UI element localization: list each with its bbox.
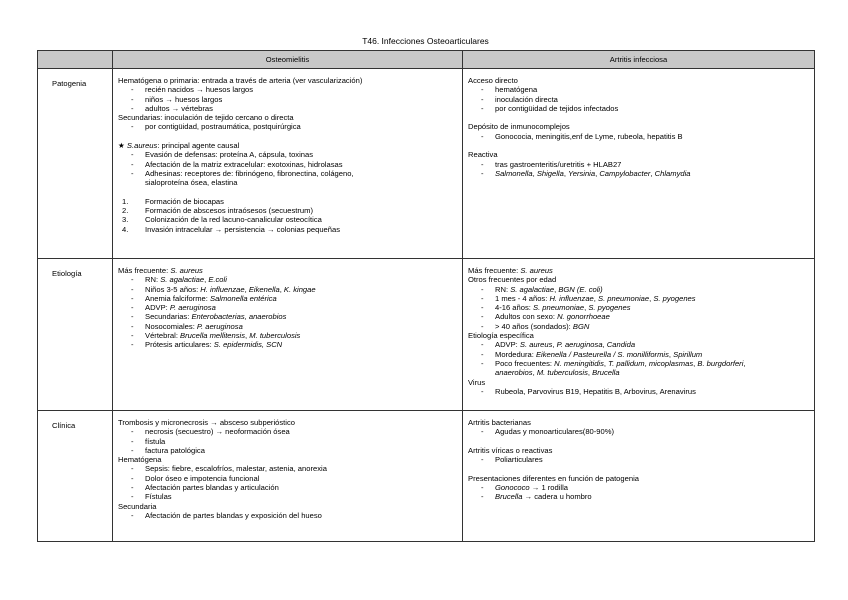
list-item xyxy=(468,350,810,359)
text: Más frecuente: xyxy=(118,266,171,275)
text: , xyxy=(584,303,589,313)
italic-text: Brucella xyxy=(495,492,523,502)
section-heading xyxy=(118,113,458,122)
header-osteomielitis: Osteomielitis xyxy=(113,51,463,69)
text: → 1 rodilla xyxy=(529,483,569,493)
text: Vértebral: xyxy=(145,331,181,341)
list-item xyxy=(468,483,810,492)
italic-text: S. agalactiae xyxy=(510,284,555,294)
italic-text: H. influenzae xyxy=(549,293,594,303)
text: por contigüidad, postraumática, postquirúrgica xyxy=(145,122,301,132)
list-item xyxy=(118,312,458,321)
text: Secundaria xyxy=(118,501,157,511)
text: Secundarias: xyxy=(145,312,192,322)
list-item xyxy=(118,474,458,483)
text: Invasión intracelular → persistencia → colonias pequeñas xyxy=(145,224,341,234)
section-heading xyxy=(468,122,810,131)
text: , xyxy=(602,340,607,350)
text: , xyxy=(532,168,537,178)
row-label: Clínica xyxy=(38,411,113,542)
row-label: Etiología xyxy=(38,259,113,411)
list-item xyxy=(118,104,458,113)
section-heading xyxy=(468,474,810,483)
italic-text: B. burgdorferi xyxy=(697,358,744,368)
list-item xyxy=(118,150,458,159)
list-item xyxy=(118,464,458,473)
section-heading xyxy=(118,418,458,427)
italic-text: Yersinia xyxy=(568,168,596,178)
text: Afectación partes blandas y articulación xyxy=(145,483,279,493)
text: , xyxy=(668,349,674,359)
text: Trombosis y micronecrosis → absceso subperióstico xyxy=(118,418,295,427)
text: por contigüidad de tejidos infectados xyxy=(495,103,619,113)
list-item xyxy=(118,483,458,492)
list-item xyxy=(468,303,810,312)
text: , xyxy=(279,284,284,294)
section-heading xyxy=(118,76,458,85)
artritis-cell xyxy=(463,411,815,542)
italic-text: E.coli xyxy=(208,275,227,285)
infections-table xyxy=(37,50,815,542)
section-heading xyxy=(468,331,810,340)
text: Poliarticulares xyxy=(495,455,543,465)
text: tras gastroenteritis/uretritis + HLAB27 xyxy=(495,159,622,169)
section-heading xyxy=(468,446,810,455)
table-row-etiología xyxy=(38,259,815,411)
list-item xyxy=(468,312,810,321)
text: , xyxy=(554,284,559,294)
table-row-clínica xyxy=(38,411,815,542)
text: : principal agente causal xyxy=(157,141,240,151)
list-item xyxy=(468,95,810,104)
list-item xyxy=(468,492,810,501)
list-item xyxy=(118,178,458,187)
list-item xyxy=(118,492,458,501)
italic-text: M. tuberculosis xyxy=(249,331,301,341)
italic-text: Eikenella / Pasteurella / S. monilliformis xyxy=(535,349,669,359)
list-item xyxy=(118,225,458,234)
list-item xyxy=(118,160,458,169)
text: Otros frecuentes por edad xyxy=(468,275,557,285)
italic-text: Salmonella xyxy=(495,168,533,178)
italic-text: Spirillum xyxy=(673,349,703,359)
italic-text: S. epidermidis, SCN xyxy=(213,340,283,350)
spacer xyxy=(468,113,810,122)
text: fístula xyxy=(145,436,166,446)
list-item xyxy=(118,215,458,224)
text: Poco frecuentes: xyxy=(495,358,555,368)
text: Hematógena xyxy=(118,455,162,465)
text: Evasión de defensas: proteína A, cápsula, toxinas xyxy=(145,150,314,160)
italic-text: P. aeruginosa xyxy=(556,340,603,350)
text: Artritis víricas o reactivas xyxy=(468,445,553,455)
list-item xyxy=(118,95,458,104)
text: ADVP: xyxy=(495,340,520,350)
text: Hematógena o primaria: entrada a través de arteria (ver vascularización) xyxy=(118,76,363,85)
text: 1 mes - 4 años: xyxy=(495,293,550,303)
italic-text: S. aureus xyxy=(170,266,203,275)
italic-text: N. gonorrhoeae xyxy=(557,312,610,322)
text: Fístulas xyxy=(145,492,172,502)
text: Adultos con sexo: xyxy=(495,312,558,322)
item-number: 3. xyxy=(122,215,129,225)
text: , xyxy=(532,368,537,378)
text: Colonización de la red lacuno-canalicular osteocítica xyxy=(145,215,322,225)
spacer xyxy=(118,132,458,141)
text: hematógena xyxy=(495,85,538,95)
text: , xyxy=(603,358,609,368)
italic-text: K. kingae xyxy=(283,284,316,294)
text: factura patológica xyxy=(145,445,205,455)
text: RN: xyxy=(495,284,511,294)
italic-text: S. pneumoniae xyxy=(598,293,650,303)
text: ★ xyxy=(118,141,127,151)
list-item xyxy=(468,427,810,436)
italic-text: M. tuberculosis xyxy=(536,368,588,378)
header-blank xyxy=(38,51,113,69)
item-number: 1. xyxy=(122,196,129,206)
text: Sepsis: fiebre, escalofríos, malestar, astenia, anorexia xyxy=(145,464,327,474)
section-heading xyxy=(468,275,810,284)
row-label: Patogenia xyxy=(38,69,113,259)
section-heading xyxy=(468,150,810,159)
section-heading xyxy=(468,418,810,427)
list-item xyxy=(468,340,810,349)
osteo-cell xyxy=(113,69,463,259)
list-item xyxy=(468,294,810,303)
text: Acceso directo xyxy=(468,76,518,85)
text: , xyxy=(644,358,649,368)
text: Nosocomiales: xyxy=(145,321,197,331)
spacer xyxy=(468,437,810,446)
text: , xyxy=(649,293,654,303)
text: Presentaciones diferentes en función de patogenia xyxy=(468,473,639,483)
list-item xyxy=(118,206,458,215)
list-item xyxy=(118,437,458,446)
italic-text: BGN xyxy=(572,321,590,331)
text: Niños 3-5 años: xyxy=(145,284,201,294)
text: RN: xyxy=(145,275,161,285)
italic-text: BGN (E. coli) xyxy=(558,284,603,294)
list-item xyxy=(118,322,458,331)
osteo-cell xyxy=(113,259,463,411)
list-item xyxy=(468,322,810,331)
section-heading xyxy=(118,141,458,150)
list-item xyxy=(468,387,810,396)
artritis-cell xyxy=(463,69,815,259)
text: adultos → vértebras xyxy=(145,103,213,113)
text: , xyxy=(595,168,600,178)
text: , xyxy=(204,275,209,285)
italic-text: Campylobacter xyxy=(599,168,651,178)
text: Afectación de partes blandas y exposición del hueso xyxy=(145,510,322,520)
list-item xyxy=(118,122,458,131)
list-item xyxy=(118,446,458,455)
text: Anemia falciforme: xyxy=(145,293,210,303)
section-heading xyxy=(118,266,458,275)
list-item xyxy=(468,85,810,94)
list-item xyxy=(118,340,458,349)
text: Formación de biocapas xyxy=(145,196,224,206)
italic-text: S.aureus xyxy=(126,141,158,151)
italic-text: S. pyogenes xyxy=(653,293,696,303)
section-heading xyxy=(118,455,458,464)
text: Depósito de inmunocomplejos xyxy=(468,122,570,132)
italic-text: T. pallidum xyxy=(608,358,645,368)
italic-text: S. pyogenes xyxy=(588,303,631,313)
text: Dolor óseo e impotencia funcional xyxy=(145,473,260,483)
text: 4-16 años: xyxy=(495,303,533,313)
text: Agudas y monoarticulares(80-90%) xyxy=(495,427,615,437)
text: necrosis (secuestro) → neoformación ósea xyxy=(145,427,290,437)
italic-text: Enterobacterias, anaerobios xyxy=(191,312,287,322)
list-item xyxy=(468,368,810,377)
list-item xyxy=(468,169,810,178)
list-item xyxy=(118,285,458,294)
text: , xyxy=(245,331,250,341)
document-title: T46. Infecciones Osteoarticulares xyxy=(362,36,489,46)
list-item xyxy=(118,331,458,340)
text: Virus xyxy=(468,377,486,387)
item-number: 4. xyxy=(122,224,129,234)
text: Más frecuente: xyxy=(468,266,521,275)
text: , xyxy=(650,168,655,178)
italic-text: Brucella xyxy=(592,368,620,378)
spacer xyxy=(468,464,810,473)
list-item xyxy=(468,132,810,141)
italic-text: S. agalactiae xyxy=(160,275,205,285)
text: , xyxy=(743,358,746,368)
italic-text: Candida xyxy=(606,340,636,350)
section-heading xyxy=(468,266,810,275)
header-row xyxy=(38,51,815,69)
text: Secundarias: inoculación de tejido cercano o directa xyxy=(118,113,294,123)
italic-text: S. pneumoniae xyxy=(533,303,585,313)
list-item xyxy=(468,104,810,113)
list-item xyxy=(118,427,458,436)
osteo-cell xyxy=(113,411,463,542)
text: ADVP: xyxy=(145,303,170,313)
list-item xyxy=(118,511,458,520)
text: , xyxy=(587,368,593,378)
italic-text: S. aureus xyxy=(520,266,553,275)
list-item xyxy=(118,169,458,178)
text: , xyxy=(244,284,249,294)
text: Mordedura: xyxy=(495,349,536,359)
list-item xyxy=(468,359,810,368)
italic-text: Chlamydia xyxy=(654,168,691,178)
artritis-cell xyxy=(463,259,815,411)
italic-text: N. meningitidis xyxy=(554,358,604,368)
section-heading xyxy=(468,378,810,387)
italic-text: Gonococo xyxy=(495,483,530,493)
italic-text: Eikenella xyxy=(248,284,280,294)
text: Reactiva xyxy=(468,150,498,160)
list-item xyxy=(468,285,810,294)
list-item xyxy=(118,294,458,303)
text: Gonococia, meningitis,enf de Lyme, rubeola, hepatitis B xyxy=(495,131,683,141)
text: recién nacidos → huesos largos xyxy=(145,85,254,95)
text: inoculación directa xyxy=(495,94,558,104)
italic-text: anaerobios xyxy=(495,368,533,378)
list-item xyxy=(118,275,458,284)
list-item xyxy=(118,197,458,206)
text: sialoproteína ósea, elastina xyxy=(145,178,238,188)
text: , xyxy=(552,340,557,350)
text: , xyxy=(693,358,698,368)
text: Rubeola, Parvovirus B19, Hepatitis B, Arbovirus, Arenavirus xyxy=(495,386,696,396)
text: Prótesis articulares: xyxy=(145,340,214,350)
list-item xyxy=(118,85,458,94)
text: Formación de abscesos intraósesos (secuestrum) xyxy=(145,206,313,216)
italic-text: S. aureus xyxy=(519,340,553,350)
italic-text: Shigella xyxy=(536,168,564,178)
spacer xyxy=(468,141,810,150)
text: , xyxy=(593,293,599,303)
header-artritis: Artritis infecciosa xyxy=(463,51,815,69)
italic-text: P. aeruginosa xyxy=(169,303,216,313)
list-item xyxy=(118,303,458,312)
italic-text: Salmonella entérica xyxy=(210,293,277,303)
section-heading xyxy=(468,76,810,85)
text: Adhesinas: receptores de: fibrinógeno, fibronectina, colágeno, xyxy=(145,168,354,178)
text: Artritis bacterianas xyxy=(468,418,531,427)
italic-text: Brucella mellitensis xyxy=(180,331,246,341)
text: → cadera u hombro xyxy=(522,492,592,502)
spacer xyxy=(118,188,458,197)
item-number: 2. xyxy=(122,206,129,216)
italic-text: H. influenzae xyxy=(200,284,245,294)
section-heading xyxy=(118,502,458,511)
text: Afectación de la matriz extracelular: exotoxinas, hidrolasas xyxy=(145,159,343,169)
text: niños → huesos largos xyxy=(145,94,223,104)
italic-text: micoplasmas xyxy=(648,358,694,368)
italic-text: P. aeruginosa xyxy=(196,321,243,331)
table-row-patogenia xyxy=(38,69,815,259)
list-item xyxy=(468,455,810,464)
text: , xyxy=(563,168,569,178)
list-item xyxy=(468,160,810,169)
text: Etiología específica xyxy=(468,331,534,341)
text: > 40 años (sondados): xyxy=(495,321,573,331)
